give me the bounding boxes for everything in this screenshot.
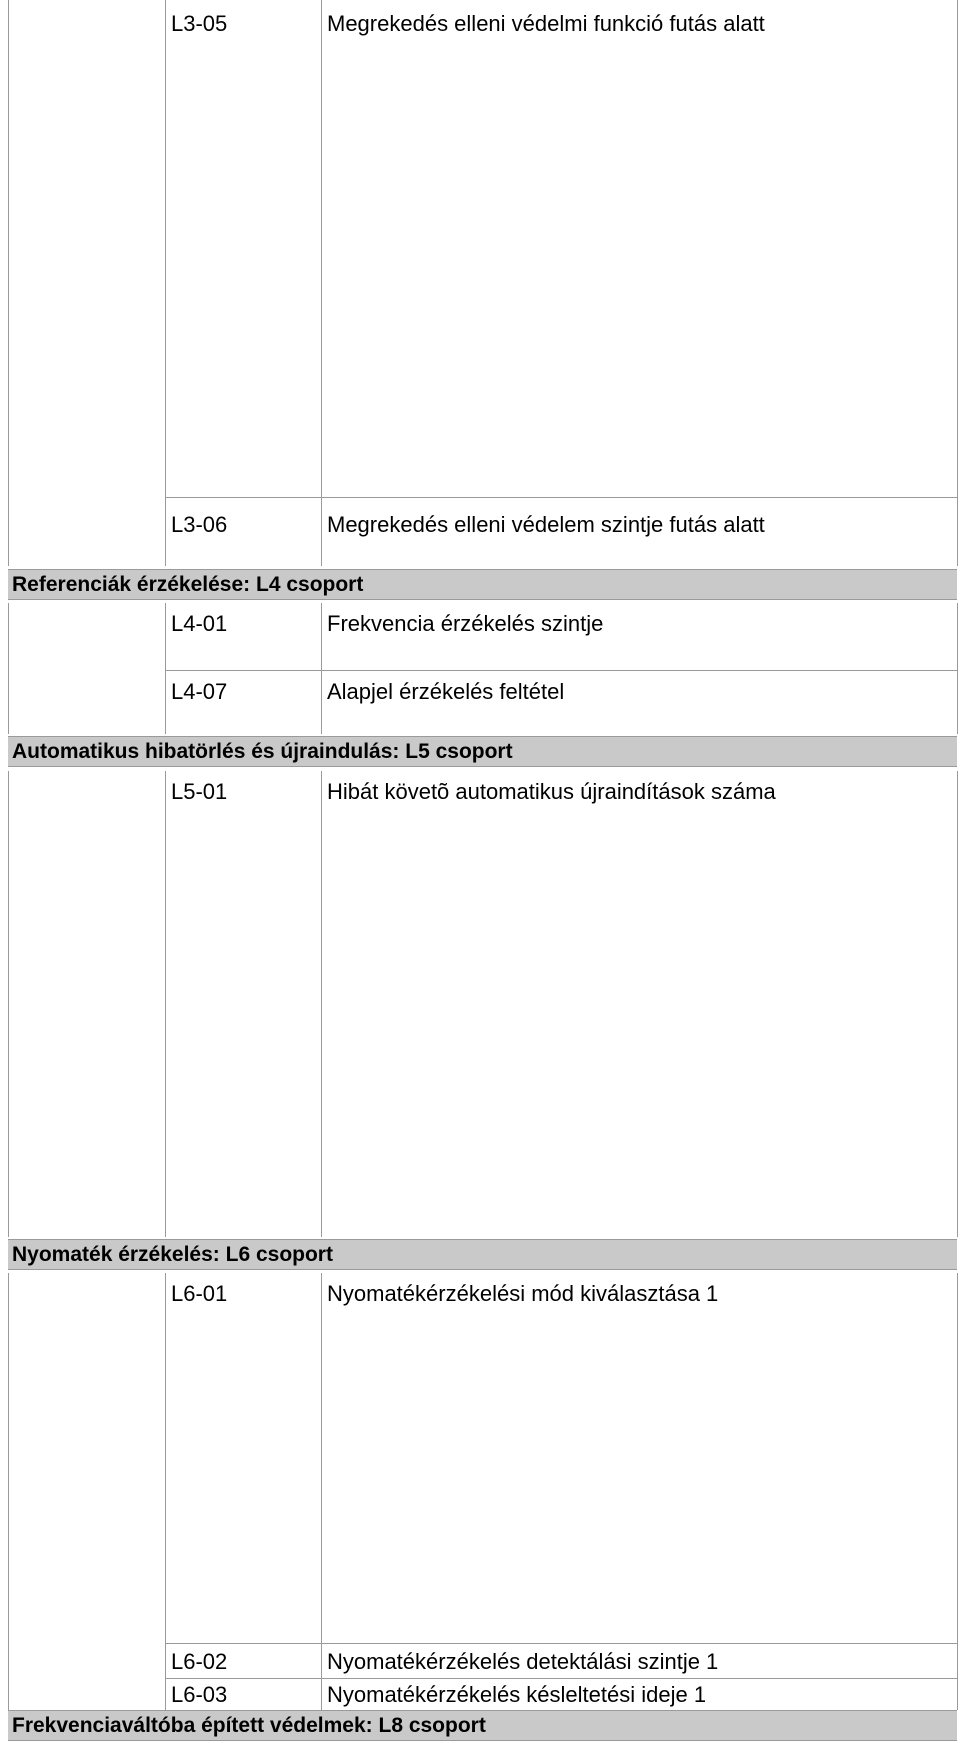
param-description: Megrekedés elleni védelmi funkció futás alatt [327, 11, 765, 36]
section-header-l4 [8, 569, 957, 600]
section-header-l6 [8, 1239, 957, 1270]
section-title: Frekvenciaváltóba épített védelmek: L8 csoport [12, 1714, 486, 1737]
desc-column-divider [321, 0, 322, 566]
section-title: Automatikus hibatörlés és újraindulás: L5 csoport [12, 740, 513, 763]
table-left-border [8, 0, 9, 566]
code-column-divider [165, 1273, 166, 1710]
table-right-border [957, 1273, 958, 1710]
param-description: Nyomatékérzékelési mód kiválasztása 1 [327, 1281, 719, 1306]
section-header-l8 [8, 1710, 957, 1741]
param-code: L4-07 [171, 679, 228, 704]
param-code: L4-01 [171, 611, 228, 636]
table-left-border [8, 603, 9, 734]
param-description: Hibát követõ automatikus újraindítások száma [327, 779, 776, 804]
table-left-border [8, 771, 9, 1237]
row-divider [165, 497, 957, 498]
table-left-border [8, 1273, 9, 1710]
desc-column-divider [321, 1273, 322, 1710]
code-column-divider [165, 771, 166, 1237]
desc-column-divider [321, 771, 322, 1237]
param-description: Nyomatékérzékelés detektálási szintje 1 [327, 1649, 719, 1674]
param-code: L3-05 [171, 11, 228, 36]
param-code: L5-01 [171, 779, 228, 804]
param-description: Nyomatékérzékelés késleltetési ideje 1 [327, 1682, 707, 1707]
param-description: Alapjel érzékelés feltétel [327, 679, 565, 704]
section-title: Referenciák érzékelése: L4 csoport [12, 573, 364, 596]
code-column-divider [165, 0, 166, 566]
param-code: L6-03 [171, 1682, 228, 1707]
table-right-border [957, 771, 958, 1237]
param-code: L6-01 [171, 1281, 228, 1306]
section-title: Nyomaték érzékelés: L6 csoport [12, 1243, 333, 1266]
param-description: Frekvencia érzékelés szintje [327, 611, 604, 636]
param-code: L3-06 [171, 512, 228, 537]
param-code: L6-02 [171, 1649, 228, 1674]
row-divider [165, 670, 957, 671]
section-header-l5 [8, 736, 957, 767]
code-column-divider [165, 603, 166, 734]
row-divider [165, 1643, 957, 1644]
row-divider [165, 1678, 957, 1679]
table-right-border [957, 0, 958, 566]
desc-column-divider [321, 603, 322, 734]
table-right-border [957, 603, 958, 734]
param-description: Megrekedés elleni védelem szintje futás alatt [327, 512, 765, 537]
